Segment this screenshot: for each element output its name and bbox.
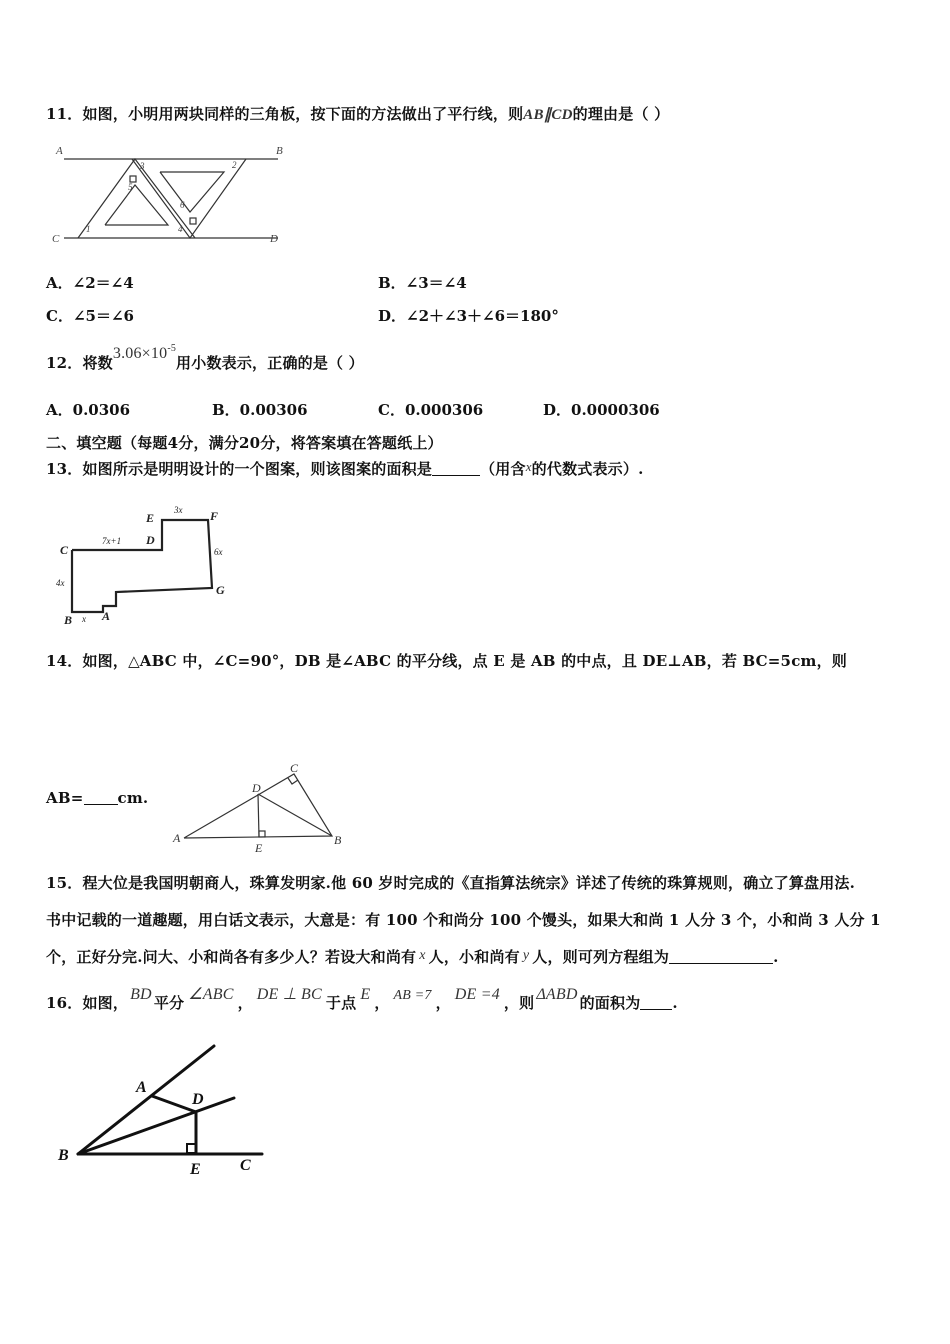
q16-figure [52, 1040, 272, 1180]
q11-label-4: 4 [178, 224, 183, 234]
q11-right-inner [160, 172, 224, 212]
q13-label-e: E [146, 511, 155, 525]
q11-label-1: 1 [86, 224, 91, 234]
q12-option-c[interactable]: C．0.000306 [378, 401, 484, 419]
q11-left-inner [105, 185, 168, 225]
q11-right-board [132, 159, 246, 238]
q13-label-b: B [64, 613, 73, 627]
q15-line-2: 书中记载的一道趣题，用白话文表示，大意是：有 100 个和尚分 100 个馒头，如果大和尚 1 人分 3 个，小和尚 3 人分 1 [46, 911, 881, 929]
q14-right-angle-e [259, 831, 265, 837]
q15-line-3: 个，正好分完.问大、小和尚各有多少人？若设大和尚有 x 人，小和尚有 y 人，则可列方程组为 . [46, 948, 779, 966]
q11-option-d[interactable]: D．∠2＋∠3＋∠6＝180° [378, 307, 559, 325]
q14-label-a: A [173, 831, 181, 845]
q13-stem: 13．如图所示是明明设计的一个图案，则该图案的面积是 （用含x的代数式表示）. [46, 459, 644, 478]
q11-label-a: A [56, 145, 63, 157]
q11-option-c[interactable]: C．∠5＝∠6 [46, 307, 134, 325]
q16-segment-ad [152, 1096, 196, 1112]
q13-label-f: F [210, 509, 219, 523]
q16-label-b: B [58, 1147, 69, 1164]
q13-label-top: 3x [174, 505, 183, 515]
q12-option-d[interactable]: D．0.0000306 [543, 401, 660, 419]
q12-stem: 12．将数$3.06\times 10^{-5}$用小数表示，正确的是（ ） [46, 343, 364, 372]
q12-option-a[interactable]: A．0.0306 [46, 401, 131, 419]
q11-figure [50, 140, 290, 248]
q14-label-b: B [334, 833, 342, 847]
q11-label-b: B [276, 145, 283, 157]
q13-label-g: G [216, 583, 225, 597]
q16-label-a: A [136, 1079, 147, 1096]
q13-label-left: 4x [56, 578, 65, 588]
q14-figure [170, 760, 350, 856]
q13-label-right: 6x [214, 547, 223, 557]
q16-label-c: C [240, 1157, 251, 1174]
q13-answer-blank[interactable] [432, 461, 480, 476]
q14-line-db [258, 794, 332, 836]
q13-label-a: A [102, 609, 111, 623]
q11-label-d: D [270, 233, 278, 245]
q11-label-c: C [52, 233, 60, 245]
q14-answer: AB= cm. [46, 789, 149, 807]
q16-ray-bd [78, 1098, 234, 1154]
q13-shape [72, 520, 212, 612]
q13-figure [50, 500, 240, 630]
q14-label-e: E [255, 841, 263, 855]
q11-option-a[interactable]: A．∠2＝∠4 [46, 274, 134, 292]
q16-label-d: D [192, 1091, 204, 1108]
q13-label-cd: 7x+1 [102, 536, 122, 546]
q16-label-e: E [190, 1161, 201, 1178]
q15-answer-blank[interactable] [669, 949, 773, 964]
q11-math: AB∥CD [523, 107, 573, 123]
q11-label-2: 2 [232, 160, 237, 170]
q12-option-b[interactable]: B．0.00306 [212, 401, 308, 419]
section-2-heading: 二、填空题（每题4分，满分20分，将答案填在答题纸上） [46, 434, 443, 452]
q15-line-1: 15．程大位是我国明朝商人，珠算发明家.他 60 岁时完成的《直指算法统宗》详述了传统的珠算规则，确立了算盘用法. [46, 874, 856, 892]
q14-stem: 14．如图，△ABC 中，∠C=90°，DB 是∠ABC 的平分线，点 E 是 AB 的中点，且 DE⊥AB，若 BC=5cm，则 [46, 652, 847, 670]
q11-option-b[interactable]: B．∠3＝∠4 [378, 274, 467, 292]
q12-number: $3.06\times 10^{-5}$ [112, 343, 177, 362]
q16-answer-blank[interactable] [640, 995, 672, 1010]
q11-label-6: 6 [180, 200, 185, 210]
q11-right-angle-2 [190, 218, 196, 224]
q14-label-c: C [290, 761, 299, 775]
q11-label-5: 5 [128, 182, 133, 192]
q14-label-d: D [252, 781, 261, 795]
q14-answer-blank[interactable] [84, 790, 118, 805]
q11-stem: 11．如图，小明用两块同样的三角板，按下面的方法做出了平行线，则AB∥CD的理由是（ ） [46, 105, 670, 123]
q13-label-bottom: x [82, 614, 86, 624]
q16-stem: 16．如图， BD 平分 ∠ABC ， DE ⊥ BC 于点 E ， AB =7 ， DE =4 ，则 ΔABD 的面积为 . [46, 986, 678, 1012]
q13-label-c: C [60, 543, 69, 557]
q11-label-3: 3 [140, 161, 145, 171]
q13-label-d: D [146, 533, 155, 547]
